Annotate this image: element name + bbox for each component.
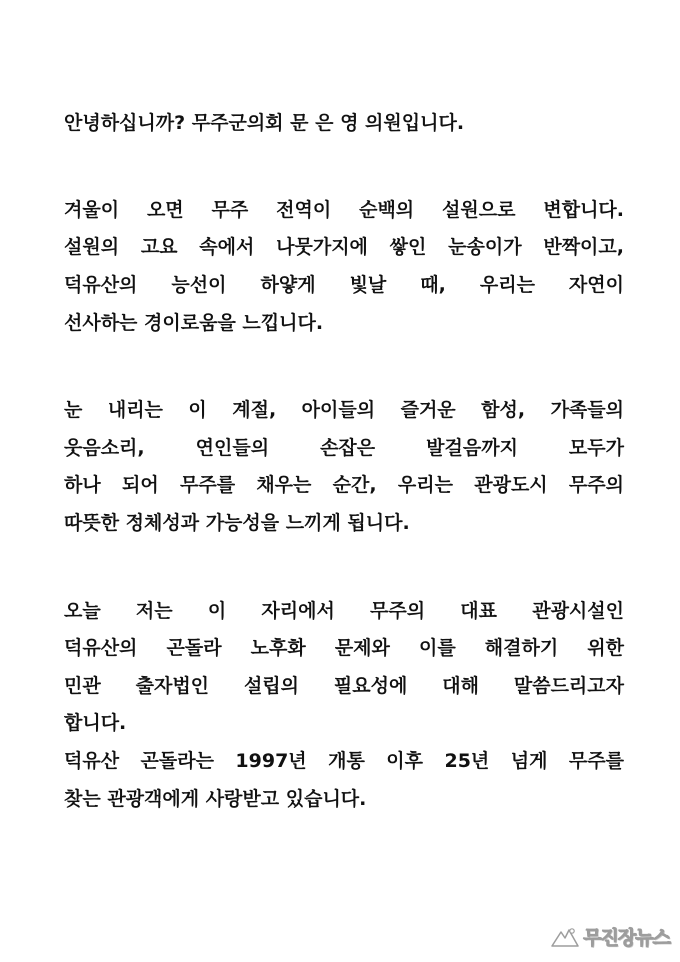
text-line: 덕유산의 곤돌라 노후화 문제와 이를 해결하기 위한 [64, 637, 624, 659]
text-line: 설원의 고요 속에서 나뭇가지에 쌓인 눈송이가 반짝이고, [64, 236, 624, 258]
text-line: 웃음소리, 연인들의 손잡은 발걸음까지 모두가 [64, 437, 624, 459]
text-line: 선사하는 경이로움을 느낍니다. [64, 312, 324, 334]
text-line: 안녕하십니까? 무주군의회 문 은 영 의원입니다. [64, 112, 465, 134]
text-line: 하나 되어 무주를 채우는 순간, 우리는 관광도시 무주의 [64, 474, 624, 496]
text-line: 합니다. [64, 712, 127, 734]
text-line: 겨울이 오면 무주 전역이 순백의 설원으로 변합니다. [64, 199, 624, 221]
text-line: 오늘 저는 이 자리에서 무주의 대표 관광시설인 [64, 600, 624, 622]
watermark-text: 무진장뉴스 [583, 927, 670, 949]
text-line: 민관 출자법인 설립의 필요성에 대해 말씀드리고자 [64, 675, 624, 697]
watermark [551, 923, 670, 950]
text-line: 찾는 관광객에게 사랑받고 있습니다. [64, 788, 367, 810]
mountain-logo-icon [551, 926, 579, 948]
text-line: 눈 내리는 이 계절, 아이들의 즐거운 함성, 가족들의 [64, 399, 624, 421]
text-line: 덕유산 곤돌라는 1997년 개통 이후 25년 넘게 무주를 [64, 750, 624, 772]
text-line: 따뜻한 정체성과 가능성을 느끼게 됩니다. [64, 512, 410, 534]
text-line: 덕유산의 능선이 하얗게 빛날 때, 우리는 자연이 [64, 274, 624, 296]
